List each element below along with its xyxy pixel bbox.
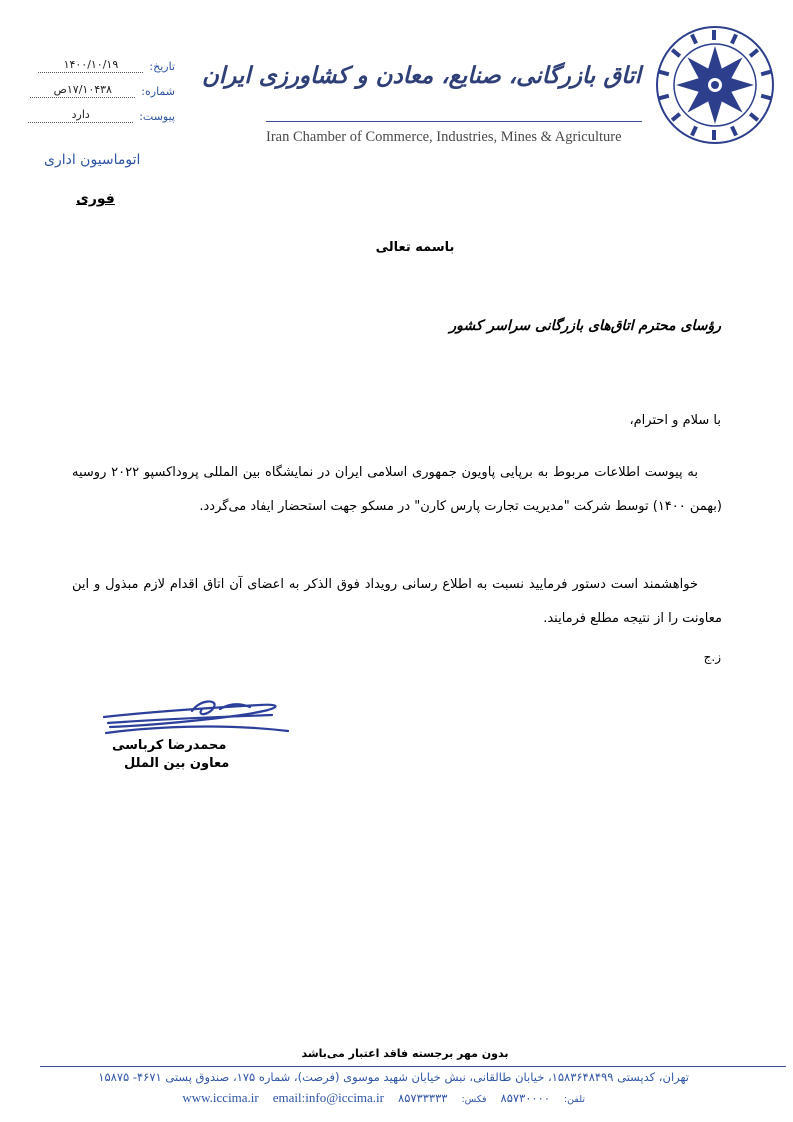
number-row (30, 83, 175, 98)
department-label: اتوماسیون اداری (44, 152, 141, 168)
fax-value: ۸۵۷۳۳۳۳۳ (398, 1091, 448, 1105)
fax-label: فکس: (461, 1094, 487, 1105)
org-name-persian: اتاق بازرگانی، صنایع، معادن و کشاورزی ایران (201, 62, 641, 89)
attachment-label: پیوست: (139, 110, 175, 123)
date-value: ۱۴۰۰/۱۰/۱۹ (38, 58, 143, 73)
initials: ز.ج (703, 650, 721, 664)
header-rule (266, 121, 642, 122)
phone-label: تلفن: (563, 1094, 585, 1105)
invocation-heading: باسمه تعالی (375, 240, 455, 255)
attachment-row (28, 108, 175, 123)
body-paragraph-1: به پیوست اطلاعات مربوط به برپایی پاویون جمهوری اسلامی ایران در نمایشگاه بین المللی پروداکسپو ۲۰۲۲ روسیه (بهمن ۱۴۰۰) توسط شرکت "مدیریت تجارت پارس کارن" در مسکو جهت استحضار ایفاد می‌گردد. (72, 465, 722, 514)
urgency-label: فوری (76, 191, 115, 207)
salutation: با سلام و احترام، (629, 413, 721, 428)
date-row (38, 58, 175, 73)
date-label: تاریخ: (149, 60, 175, 73)
signer-title: معاون بین الملل (124, 756, 230, 771)
postal-address: تهران، کدپستی ۱۵۸۳۶۴۸۴۹۹، خیابان طالقانی، نبش خیابان شهید موسوی (فرصت)، شماره ۱۷۵، صندوق پستی ۴۶۷۱- ۱۵۸۷۵ (98, 1070, 689, 1084)
number-label: شماره: (141, 85, 175, 98)
chamber-logo-icon (654, 24, 776, 146)
org-name-english: Iran Chamber of Commerce, Industries, Mines & Agriculture (266, 129, 622, 145)
footer-rule (40, 1066, 786, 1067)
signer-name: محمدرضا کرباسی (112, 738, 227, 753)
number-value: ۱۷/۱۰۴۳۸ص (30, 83, 135, 98)
contact-row (182, 1090, 585, 1106)
recipient-line: رؤسای محترم اتاق‌های بازرگانی سراسر کشور (449, 318, 721, 334)
email-link[interactable]: email:info@iccima.ir (272, 1090, 385, 1105)
seal-notice: بدون مهر برجسته فاقد اعتبار می‌باشد (301, 1047, 509, 1060)
website-link[interactable]: www.iccima.ir (182, 1090, 259, 1105)
body-paragraph-2: خواهشمند است دستور فرمایید نسبت به اطلاع رسانی رویداد فوق الذکر به اعضای آن اتاق اقدام لازم مبذول و این معاونت را از نتیجه مطلع فرمایند. (72, 577, 722, 626)
phone-value: ۸۵۷۳۰۰۰۰ (500, 1091, 550, 1105)
attachment-value: دارد (28, 108, 133, 123)
